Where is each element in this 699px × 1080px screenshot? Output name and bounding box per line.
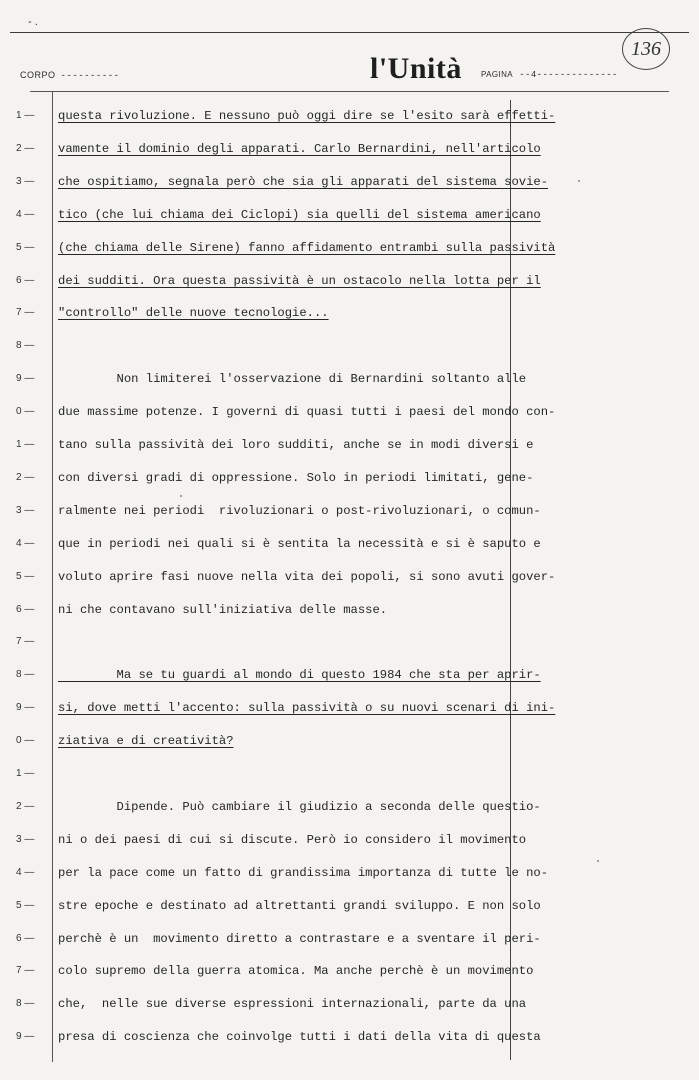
text-line: (che chiama delle Sirene) fanno affidamento entrambi sulla passività (58, 241, 556, 255)
line-number: 1 — (16, 110, 35, 121)
newspaper-masthead: l'Unità (370, 52, 462, 85)
pagina-field (481, 70, 618, 80)
line-number: 8 — (16, 998, 35, 1009)
text-line: ni o dei paesi di cui si discute. Però io considero il movimento (58, 833, 527, 847)
text-line: Dipende. Può cambiare il giudizio a seconda delle questio- (58, 800, 541, 814)
corpo-value: ---------- (60, 71, 120, 81)
text-line: ni che contavano sull'iniziativa delle masse. (58, 603, 388, 617)
line-number: 5 — (16, 900, 35, 911)
line-number: 0 — (16, 406, 35, 417)
text-line: tico (che lui chiama dei Ciclopi) sia quelli del sistema americano (58, 208, 541, 222)
page-number-stamp: 136 (622, 28, 670, 70)
text-line: ralmente nei periodi rivoluzionari o post-rivoluzionari, o comun- (58, 504, 541, 518)
line-number: 4 — (16, 209, 35, 220)
line-number: 1 — (16, 439, 35, 450)
corpo-field (20, 70, 120, 81)
text-line: vamente il dominio degli apparati. Carlo Bernardini, nell'articolo (58, 142, 541, 156)
line-number: 3 — (16, 176, 35, 187)
left-margin-line (52, 92, 53, 1062)
text-line: presa di coscienza che coinvolge tutti i dati della vita di questa (58, 1030, 541, 1044)
text-line: due massime potenze. I governi di quasi tutti i paesi del mondo con- (58, 405, 556, 419)
line-number: 8 — (16, 669, 35, 680)
text-line: "controllo" delle nuove tecnologie... (58, 306, 329, 320)
top-rule (10, 32, 689, 33)
line-number: 7 — (16, 965, 35, 976)
header-rule (30, 91, 669, 92)
corpo-label: CORPO (20, 70, 56, 80)
text-line: con diversi gradi di oppressione. Solo in periodi limitati, gene- (58, 471, 534, 485)
line-number: 6 — (16, 604, 35, 615)
line-number: 7 — (16, 307, 35, 318)
line-number: 9 — (16, 373, 35, 384)
text-line: che, nelle sue diverse espressioni internazionali, parte da una (58, 997, 527, 1011)
paper-speck (578, 180, 580, 182)
line-number: 4 — (16, 538, 35, 549)
line-number: 6 — (16, 933, 35, 944)
line-number: 6 — (16, 275, 35, 286)
text-line: que in periodi nei quali si è sentita la necessità e si è saputo e (58, 537, 541, 551)
line-number: 9 — (16, 702, 35, 713)
text-line: per la pace come un fatto di grandissima importanza di tutte le no- (58, 866, 549, 880)
line-number: 9 — (16, 1031, 35, 1042)
text-line: colo supremo della guerra atomica. Ma anche perchè è un movimento (58, 964, 534, 978)
text-line: Ma se tu guardi al mondo di questo 1984 che sta per aprir- (58, 668, 541, 682)
text-line: dei sudditi. Ora questa passività è un ostacolo nella lotta per il (58, 274, 541, 288)
text-line: si, dove metti l'accento: sulla passività o su nuovi scenari di ini- (58, 701, 556, 715)
text-line: Non limiterei l'osservazione di Bernardini soltanto alle (58, 372, 527, 386)
text-line: stre epoche e destinato ad altrettanti grandi sviluppo. E non solo (58, 899, 541, 913)
text-line: tano sulla passività dei loro sudditi, anche se in modi diversi e (58, 438, 534, 452)
line-number: 5 — (16, 571, 35, 582)
line-number: 1 — (16, 768, 35, 779)
text-line: ziativa e di creatività? (58, 734, 234, 748)
line-number: 7 — (16, 636, 35, 647)
corner-marks: - . (28, 16, 38, 28)
line-number: 2 — (16, 472, 35, 483)
pagina-label: PAGINA (481, 70, 513, 79)
line-number: 2 — (16, 143, 35, 154)
line-number: 3 — (16, 834, 35, 845)
line-number: 0 — (16, 735, 35, 746)
text-line: questa rivoluzione. E nessuno può oggi dire se l'esito sarà effetti- (58, 109, 556, 123)
paper-speck (597, 860, 599, 862)
pagina-value: --4-------------- (519, 70, 618, 80)
text-line: perchè è un movimento diretto a contrastare e a sventare il peri- (58, 932, 541, 946)
line-number: 2 — (16, 801, 35, 812)
line-number: 4 — (16, 867, 35, 878)
text-line: voluto aprire fasi nuove nella vita dei popoli, si sono avuti gover- (58, 570, 556, 584)
line-number: 8 — (16, 340, 35, 351)
line-number: 3 — (16, 505, 35, 516)
text-line: che ospitiamo, segnala però che sia gli apparati del sistema sovie- (58, 175, 549, 189)
paper-speck (180, 495, 182, 497)
line-number: 5 — (16, 242, 35, 253)
